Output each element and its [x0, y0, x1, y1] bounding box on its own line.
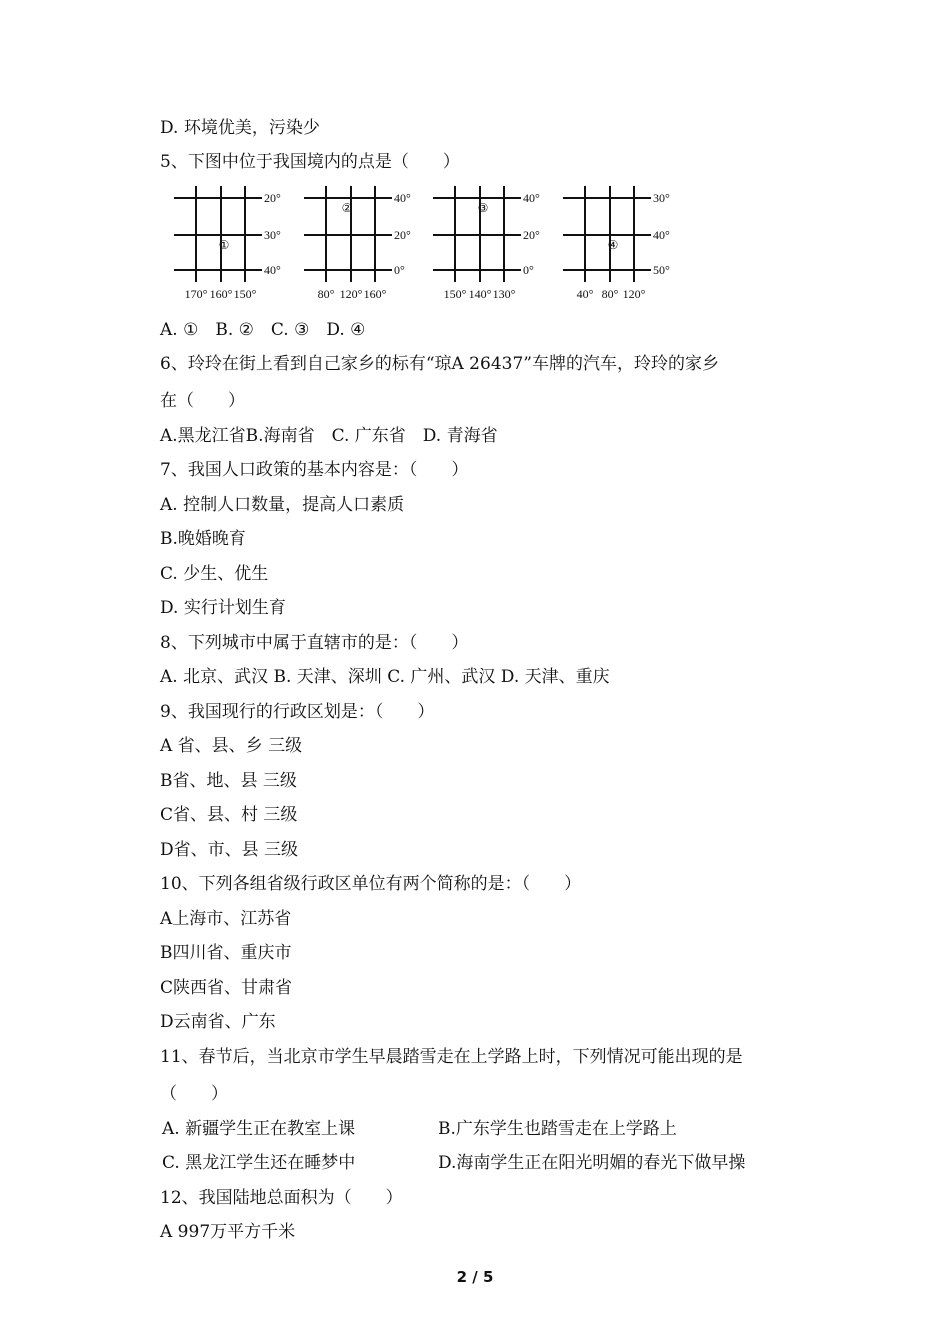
question-11-option-d: D.海南学生正在阳光明媚的春光下做早操	[438, 1153, 746, 1173]
grid-1-svg	[174, 184, 284, 302]
page-number: 2 / 5	[456, 1268, 494, 1286]
longitude-label: 80°	[317, 287, 335, 301]
longitude-label: 160°	[363, 287, 387, 301]
grid-1	[174, 184, 284, 302]
latitude-label: 20°	[264, 191, 281, 205]
grid-4	[563, 184, 673, 302]
question-8-options: A. 北京、武汉 B. 天津、深圳 C. 广州、武汉 D. 天津、重庆	[160, 667, 610, 687]
grid-3-svg	[433, 184, 543, 302]
question-10-option-a: A上海市、江苏省	[160, 909, 292, 929]
question-7-option-c: C. 少生、优生	[160, 564, 269, 584]
longitude-label: 80°	[601, 287, 619, 301]
longitude-label: 160°	[209, 287, 233, 301]
latitude-label: 20°	[523, 228, 540, 242]
longitude-label: 140°	[468, 287, 492, 301]
question-6: 6、玲玲在街上看到自己家乡的标有“琼A 26437”车牌的汽车，玲玲的家乡	[160, 354, 719, 374]
grid-2-svg	[304, 184, 414, 302]
question-7: 7、我国人口政策的基本内容是：（ ）	[160, 460, 469, 480]
question-10-option-d: D云南省、广东	[160, 1012, 276, 1032]
longitude-label: 40°	[576, 287, 594, 301]
point-marker: ①	[218, 238, 230, 252]
question-9-option-a: A 省、县、乡 三级	[160, 736, 303, 756]
grid-3	[433, 184, 543, 302]
grid-4-svg	[563, 184, 673, 302]
question-12-option-a: A 997万平方千米	[160, 1222, 296, 1242]
longitude-label: 150°	[233, 287, 257, 301]
question-5-options: A. ① B. ② C. ③ D. ④	[160, 320, 366, 340]
question-11-cont: （ ）	[160, 1084, 228, 1104]
question-9: 9、我国现行的行政区划是：（ ）	[160, 702, 435, 722]
question-11-option-b: B.广东学生也踏雪走在上学路上	[438, 1119, 677, 1139]
grid-2	[304, 184, 414, 302]
question-6-cont: 在（ ）	[160, 391, 245, 411]
longitude-label: 120°	[622, 287, 646, 301]
option-5d-prev: D. 环境优美，污染少	[160, 118, 320, 138]
question-6-options: A.黑龙江省B.海南省 C. 广东省 D. 青海省	[160, 426, 498, 446]
latitude-label: 0°	[523, 263, 534, 277]
latitude-label: 40°	[394, 191, 411, 205]
question-7-option-d: D. 实行计划生育	[160, 598, 286, 618]
latitude-label: 40°	[264, 263, 281, 277]
question-11-option-c: C. 黑龙江学生还在睡梦中	[162, 1153, 356, 1173]
question-9-option-b: B省、地、县 三级	[160, 771, 297, 791]
point-marker: ④	[607, 238, 619, 252]
question-9-option-c: C省、县、村 三级	[160, 805, 298, 825]
question-7-option-b: B.晚婚晚育	[160, 529, 246, 549]
point-marker: ③	[477, 201, 489, 215]
point-marker: ②	[341, 201, 353, 215]
longitude-label: 170°	[184, 287, 208, 301]
latitude-label: 30°	[653, 191, 670, 205]
latitude-label: 40°	[523, 191, 540, 205]
question-12: 12、我国陆地总面积为（ ）	[160, 1188, 403, 1208]
latitude-label: 0°	[394, 263, 405, 277]
question-10-option-c: C陕西省、甘肃省	[160, 978, 293, 998]
longitude-label: 150°	[443, 287, 467, 301]
lat-lon-grid-figure	[160, 184, 700, 306]
latitude-label: 30°	[264, 228, 281, 242]
question-5: 5、下图中位于我国境内的点是（ ）	[160, 152, 460, 172]
question-10: 10、下列各组省级行政区单位有两个简称的是：（ ）	[160, 874, 582, 894]
latitude-label: 20°	[394, 228, 411, 242]
question-10-option-b: B四川省、重庆市	[160, 943, 292, 963]
question-11: 11、春节后，当北京市学生早晨踏雪走在上学路上时，下列情况可能出现的是	[160, 1047, 743, 1067]
question-9-option-d: D省、市、县 三级	[160, 840, 299, 860]
question-8: 8、下列城市中属于直辖市的是：（ ）	[160, 633, 469, 653]
latitude-label: 40°	[653, 228, 670, 242]
question-7-option-a: A. 控制人口数量，提高人口素质	[160, 495, 405, 515]
longitude-label: 120°	[339, 287, 363, 301]
question-11-option-a: A. 新疆学生正在教室上课	[162, 1119, 356, 1139]
latitude-label: 50°	[653, 263, 670, 277]
longitude-label: 130°	[492, 287, 516, 301]
